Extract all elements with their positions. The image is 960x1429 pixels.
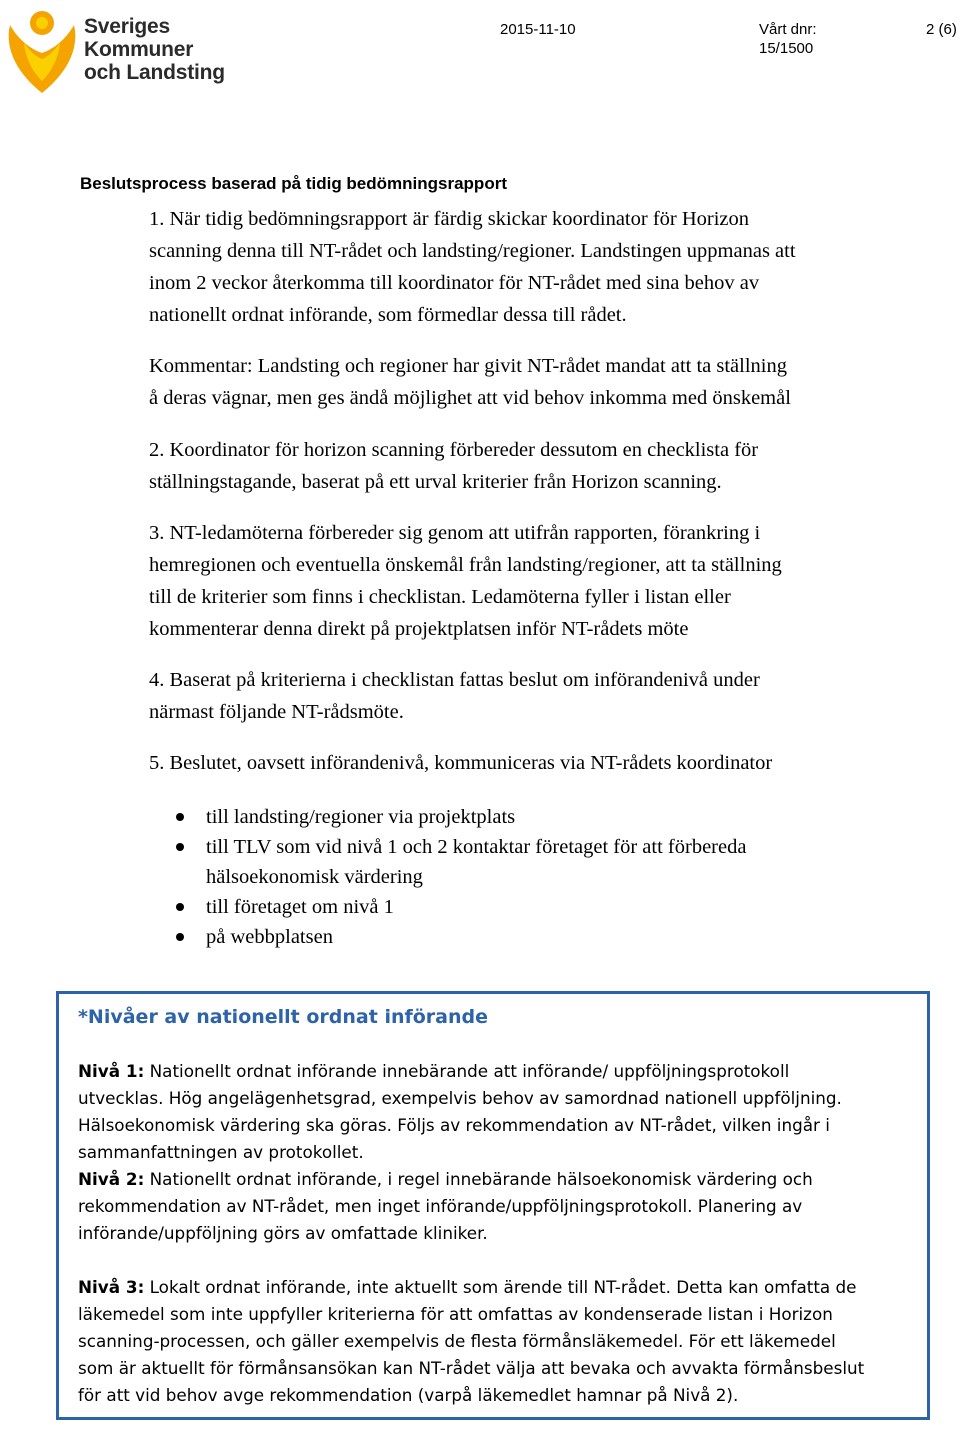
step-2-paragraph: 2. Koordinator för horizon scanning förbereder dessutom en checklista för ställningstagande, baserat på ett urval kriterier från Horizon scanning. xyxy=(149,439,759,493)
step-1-paragraph: 1. När tidig bedömningsrapport är färdig skickar koordinator för Horizon scanning denna till NT-rådet och landsting/regioner. Landstingen uppmanas att inom 2 veckor återkomma till koordinator för NT-rådet med sina behov av nationellt ordnat införande, som förmedlar dessa till rådet. xyxy=(149,208,796,326)
list-item: till företaget om nivå 1 xyxy=(170,892,930,922)
bullet-icon xyxy=(176,933,184,941)
level-1-text: Nationellt ordnat införande innebärande att införande/ uppföljningsprotokoll utvecklas. Hög angelägenhetsgrad, exempelvis behov av samordnad nationell uppföljning. Hälsoekonomisk värdering ska göras. Följs av rekommendation av NT-rådet, vilken ingår i sammanfattningen av protokollet. xyxy=(78,1061,842,1162)
list-item: till landsting/regioner via projektplats xyxy=(170,802,930,832)
list-item: på webbplatsen xyxy=(170,922,930,952)
step-4-paragraph: 4. Baserat på kriterierna i checklistan fattas beslut om införandenivå under närmast följande NT-rådsmöte. xyxy=(149,669,760,723)
reference-number: 15/1500 xyxy=(759,40,814,57)
logo-line-2: Kommuner xyxy=(84,38,194,61)
bullet-icon xyxy=(176,903,184,911)
logo-wordmark xyxy=(84,15,225,84)
level-3-paragraph xyxy=(78,1274,918,1409)
list-item: till TLV som vid nivå 1 och 2 kontaktar företaget för att förbereda hälsoekonomisk värdering xyxy=(170,832,930,892)
organization-logo xyxy=(4,5,224,97)
levels-box-title: *Nivåer av nationellt ordnat införande xyxy=(78,1006,489,1028)
logo-emblem-icon xyxy=(4,5,80,97)
section-heading: Beslutsprocess baserad på tidig bedömningsrapport xyxy=(80,174,507,193)
level-2-text: Nationellt ordnat införande, i regel innebärande hälsoekonomisk värdering och rekommendation av NT-rådet, men inget införande/uppföljningsprotokoll. Planering av införande/uppföljning görs av omfattade kliniker. xyxy=(78,1169,813,1243)
document-date: 2015-11-10 xyxy=(500,21,576,38)
step-3-paragraph: 3. NT-ledamöterna förbereder sig genom att utifrån rapporten, förankring i hemregionen och eventuella önskemål från landsting/regioner, att ta ställning till de kriterier som finns i checklistan. Ledamöterna fyller i listan eller kommenterar denna direkt på projektplatsen inför NT-rådets möte xyxy=(149,522,782,640)
communication-list xyxy=(170,802,930,952)
level-3-text: Lokalt ordnat införande, inte aktuellt som ärende till NT-rådet. Detta kan omfatta de läkemedel som inte uppfyller kriterierna för att omfattas av kondenserade listan i Horizon scanning-processen, och gäller exempelvis de flesta förmånsläkemedel. För ett läkemedel som är aktuellt för förmånsansökan kan NT-rådet välja att bevaka och avvakta förmånsbeslut för att vid behov avge rekommendation (varpå läkemedlet hamnar på Nivå 2). xyxy=(78,1277,865,1405)
logo-line-1: Sveriges xyxy=(84,15,170,38)
reference-label: Vårt dnr: xyxy=(759,21,817,38)
logo-line-3: och Landsting xyxy=(84,61,225,84)
bullet-icon xyxy=(176,843,184,851)
comment-paragraph: Kommentar: Landsting och regioner har givit NT-rådet mandat att ta ställning å deras vägnar, men ges ändå möjlighet att vid behov inkomma med önskemål xyxy=(149,355,791,409)
document-reference xyxy=(759,20,817,58)
step-5-paragraph: 5. Beslutet, oavsett införandenivå, kommuniceras via NT-rådets koordinator xyxy=(149,752,773,774)
levels-1-2-paragraph xyxy=(78,1058,918,1247)
level-2-label: Nivå 2: xyxy=(78,1169,145,1189)
page-number: 2 (6) xyxy=(926,21,957,38)
bullet-icon xyxy=(176,813,184,821)
level-3-label: Nivå 3: xyxy=(78,1277,145,1297)
level-1-label: Nivå 1: xyxy=(78,1061,145,1081)
